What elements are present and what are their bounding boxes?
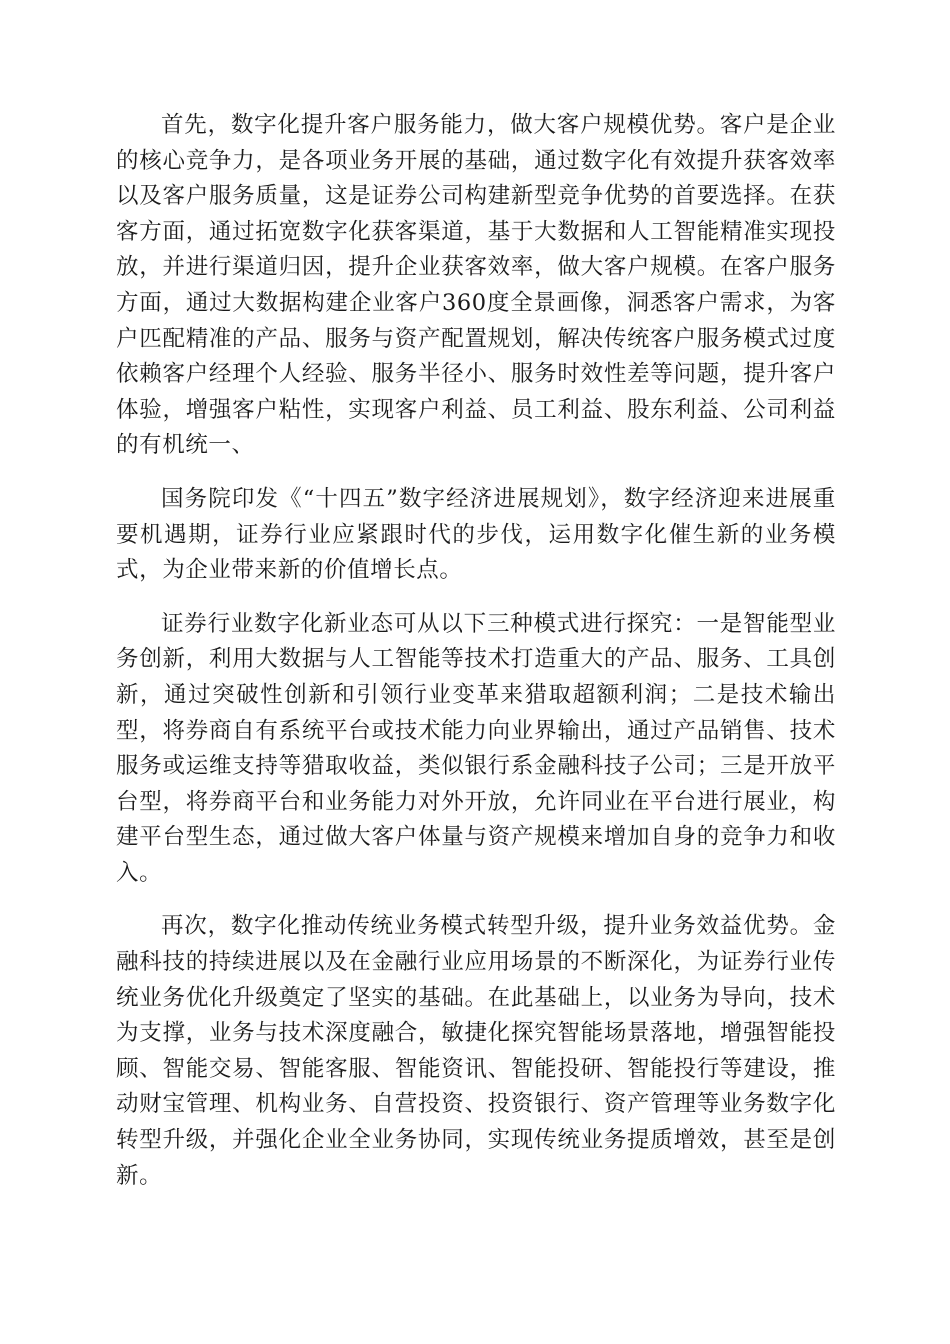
paragraph-new-business-models: 证券行业数字化新业态可从以下三种模式进行探究：一是智能型业务创新，利用大数据与人工智能等技术打造重大的产品、服务、工具创新，通过突破性创新和引领行业变革来猎取超额利润；二是技术输出型，将券商自有系统平台或技术能力向业界输出，通过产品销售、技术服务或运维支持等猎取收益，类似银行系金融科技子公司；三是开放平台型，将券商平台和业务能力对外开放，允许同业在平台进行展业，构建平台型生态，通过做大客户体量与资产规模来增加自身的竞争力和收入。 — [116, 610, 836, 886]
paragraph-customer-service: 首先，数字化提升客户服务能力，做大客户规模优势。客户是企业的核心竞争力，是各项业务开展的基础，通过数字化有效提升获客效率以及客户服务质量，这是证券公司构建新型竞争优势的首要选择。在获客方面，通过拓宽数字化获客渠道，基于大数据和人工智能精准实现投放，并进行渠道归因，提升企业获客效率，做大客户规模。在客户服务方面，通过大数据构建企业客户360度全景画像，洞悉客户需求，为客户匹配精准的产品、服务与资产配置规划，解决传统客户服务模式过度依赖客户经理个人经验、服务半径小、服务时效性差等问题，提升客户体验，增强客户粘性，实现客户利益、员工利益、股东利益、公司利益的有机统一、 — [116, 112, 836, 459]
paragraph-traditional-transformation: 再次，数字化推动传统业务模式转型升级，提升业务效益优势。金融科技的持续进展以及在金融行业应用场景的不断深化，为证券行业传统业务优化升级奠定了坚实的基础。在此基础上，以业务为导向，技术为支撑，业务与技术深度融合，敏捷化探究智能场景落地，增强智能投顾、智能交易、智能客服、智能资讯、智能投研、智能投行等建设，推动财宝管理、机构业务、自营投资、投资银行、资产管理等业务数字化转型升级，并强化企业全业务协同，实现传统业务提质增效，甚至是创新。 — [116, 913, 836, 1189]
paragraph-digital-economy-plan: 国务院印发《“十四五”数字经济进展规划》，数字经济迎来进展重要机遇期，证券行业应紧跟时代的步伐，运用数字化催生新的业务模式，为企业带来新的价值增长点。 — [116, 485, 836, 584]
document-body — [116, 108, 836, 1194]
